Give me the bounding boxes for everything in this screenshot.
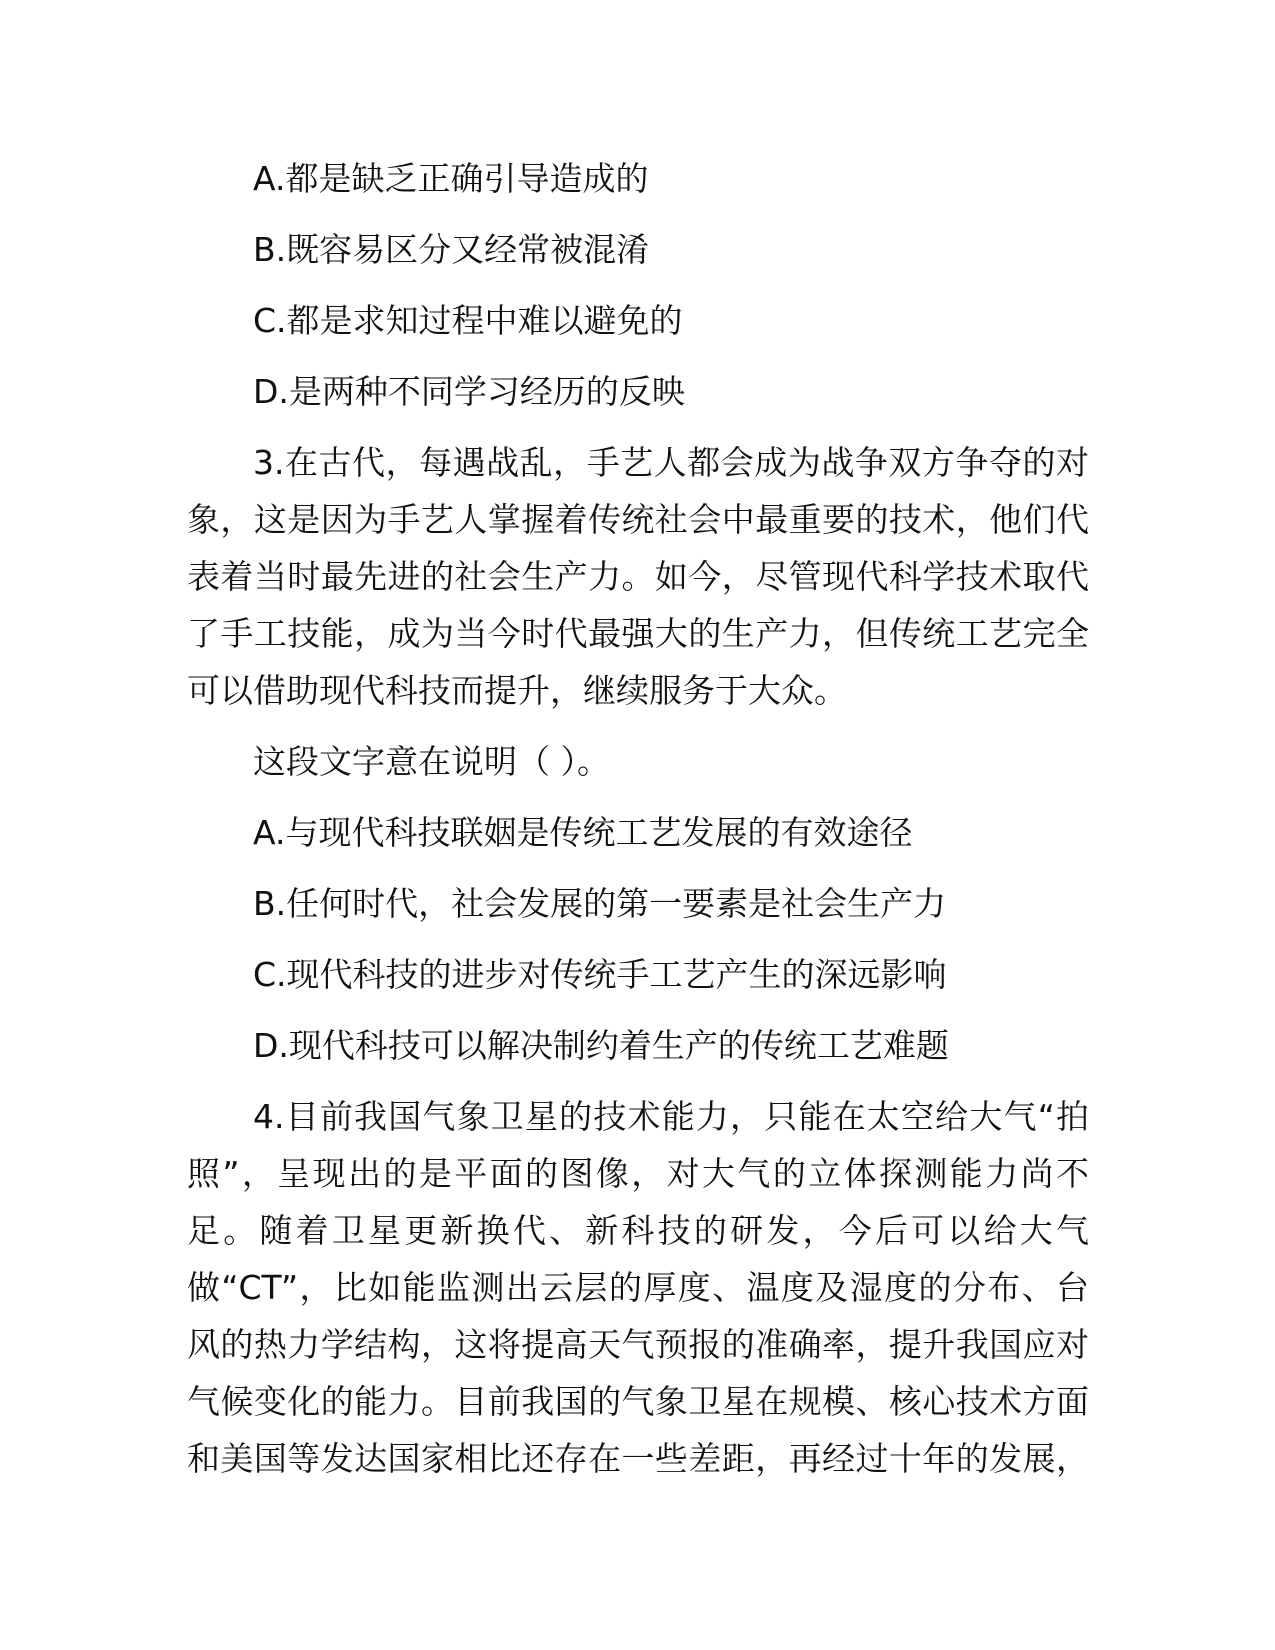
q4-stem xyxy=(187,1088,1089,1487)
document-page xyxy=(187,150,1089,1487)
q3-stem-line: 可以借助现代科技而提升，继续服务于大众。 xyxy=(187,671,847,710)
q3-stem-line: 3.在古代，每遇战乱，手艺人都会成为战争双方争夺的对 xyxy=(253,443,1089,482)
q2-option-d: D.是两种不同学习经历的反映 xyxy=(253,372,685,411)
q4-stem-line: 照”，呈现出的是平面的图像，对大气的立体探测能力尚不 xyxy=(187,1154,1089,1193)
q4-stem-line: 气候变化的能力。目前我国的气象卫星在规模、核心技术方面 xyxy=(187,1382,1089,1421)
q4-stem-line: 足。随着卫星更新换代、新科技的研发，今后可以给大气 xyxy=(187,1211,1089,1250)
q4-stem-line: 和美国等发达国家相比还存在一些差距，再经过十年的发展， xyxy=(187,1439,1089,1478)
q3-options xyxy=(187,804,1089,1074)
q3-stem-line: 了手工技能，成为当今时代最强大的生产力，但传统工艺完全 xyxy=(187,614,1089,653)
q2-option-a: A.都是缺乏正确引导造成的 xyxy=(253,159,649,198)
q3-option-b: B.任何时代，社会发展的第一要素是社会生产力 xyxy=(253,884,947,923)
q2-option-b: B.既容易区分又经常被混淆 xyxy=(253,230,650,269)
q4-stem-line: 4.目前我国气象卫星的技术能力，只能在太空给大气“拍 xyxy=(253,1097,1089,1136)
q3-stem-line: 象，这是因为手艺人掌握着传统社会中最重要的技术，他们代 xyxy=(187,500,1089,539)
q3-option-c: C.现代科技的进步对传统手工艺产生的深远影响 xyxy=(253,955,947,994)
q4-stem-line: 做“CT”，比如能监测出云层的厚度、温度及湿度的分布、台 xyxy=(187,1268,1089,1307)
q3-option-d: D.现代科技可以解决制约着生产的传统工艺难题 xyxy=(253,1026,949,1065)
q2-option-c: C.都是求知过程中难以避免的 xyxy=(253,301,683,340)
q4-stem-line: 风的热力学结构，这将提高天气预报的准确率，提升我国应对 xyxy=(187,1325,1089,1364)
q2-options xyxy=(187,150,1089,420)
q3-stem-line: 表着当时最先进的社会生产力。如今，尽管现代科学技术取代 xyxy=(187,557,1089,596)
q3-prompt: 这段文字意在说明（ ）。 xyxy=(253,742,610,781)
q3-stem xyxy=(187,434,1089,719)
q3-option-a: A.与现代科技联姻是传统工艺发展的有效途径 xyxy=(253,813,913,852)
